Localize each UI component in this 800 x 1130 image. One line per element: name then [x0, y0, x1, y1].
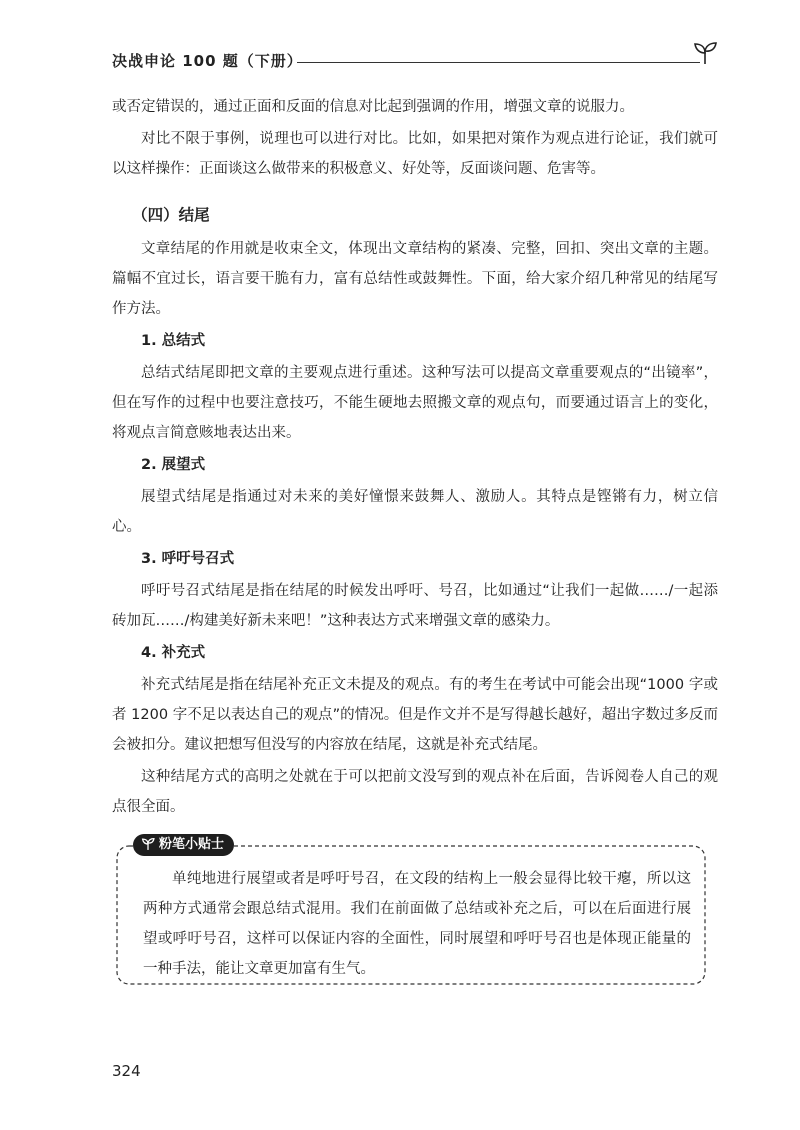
paragraph: 呼吁号召式结尾是指在结尾的时候发出呼吁、号召，比如通过“让我们一起做……/一起添砖加瓦……/构建美好新未来吧！”这种表达方式来增强文章的感染力。 — [112, 583, 718, 629]
paragraph: 对比不限于事例，说理也可以进行对比。比如，如果把对策作为观点进行论证，我们就可以这样操作：正面谈这么做带来的积极意义、好处等，反面谈问题、危害等。 — [112, 131, 718, 177]
paragraph: 或否定错误的，通过正面和反面的信息对比起到强调的作用，增强文章的说服力。 — [112, 99, 634, 115]
tip-label: 粉笔小贴士 — [159, 837, 225, 852]
subheading: 3. 呼吁号召式 — [141, 551, 235, 567]
tip-label-badge — [133, 834, 234, 856]
paragraph: 展望式结尾是指通过对未来的美好憧憬来鼓舞人、激励人。其特点是铿锵有力，树立信心。 — [112, 489, 718, 535]
subheading: 2. 展望式 — [141, 457, 206, 473]
sprout-icon — [692, 40, 718, 66]
paragraph: 补充式结尾是指在结尾补充正文未提及的观点。有的考生在考试中可能会出现“1000 字或者 1200 字不足以表达自己的观点”的情况。但是作文并不是写得越长越好，超出字数过多反而会被扣分。建议把想写但没写的内容放在结尾，这就是补充式结尾。 — [112, 677, 718, 753]
subheading: 4. 补充式 — [141, 645, 206, 661]
section-heading: （四）结尾 — [132, 206, 210, 224]
running-header — [112, 40, 718, 72]
paragraph: 文章结尾的作用就是收束全文，体现出文章结构的紧凑、完整，回扣、突出文章的主题。篇幅不宜过长，语言要干脆有力，富有总结性或鼓舞性。下面，给大家介绍几种常见的结尾写作方法。 — [112, 241, 718, 317]
paragraph: 这种结尾方式的高明之处就在于可以把前文没写到的观点补在后面，告诉阅卷人自己的观点很全面。 — [112, 769, 718, 815]
header-rule — [297, 62, 700, 63]
subheading: 1. 总结式 — [141, 333, 206, 349]
page-number: 324 — [112, 1062, 141, 1080]
sprout-icon — [141, 837, 155, 851]
main-text — [112, 92, 718, 824]
paragraph: 总结式结尾即把文章的主要观点进行重述。这种写法可以提高文章重要观点的“出镜率”，但在写作的过程中也要注意技巧，不能生硬地去照搬文章的观点句，而要通过语言上的变化，将观点言简意赅地表达出来。 — [112, 365, 718, 441]
tip-text: 单纯地进行展望或者是呼吁号召，在文段的结构上一般会显得比较干瘪，所以这两种方式通常会跟总结式混用。我们在前面做了总结或补充之后，可以在后面进行展望或呼吁号召，这样可以保证内容的全面性，同时展望和呼吁号召也是体现正能量的一种手法，能让文章更加富有生气。 — [143, 871, 691, 977]
book-title: 决战申论 100 题（下册） — [112, 52, 303, 70]
tip-box — [115, 837, 707, 986]
